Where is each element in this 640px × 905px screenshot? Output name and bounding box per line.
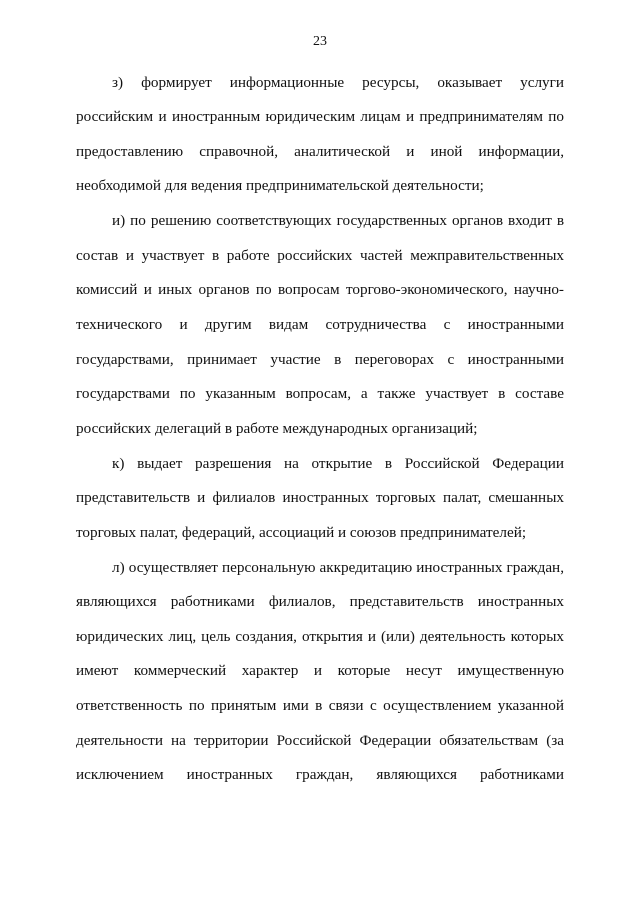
text-line: исключением иностранных граждан, являющихся работниками (76, 766, 564, 783)
text-line: российских делегаций в работе международных организаций; (76, 420, 478, 437)
text-line: деятельности на территории Российской Федерации обязательствам (за (76, 732, 564, 749)
text-line: являющихся работниками филиалов, представительств иностранных (76, 593, 564, 610)
text-line: и) по решению соответствующих государственных органов входит в (112, 212, 564, 229)
text-line: л) осуществляет персональную аккредитацию иностранных граждан, (112, 559, 564, 576)
page-number: 23 (313, 34, 327, 49)
text-line: з) формирует информационные ресурсы, оказывает услуги (112, 74, 564, 91)
text-line: комиссий и иных органов по вопросам торгово-экономического, научно- (76, 281, 564, 298)
text-line: представительств и филиалов иностранных торговых палат, смешанных (76, 489, 564, 506)
text-line: имеют коммерческий характер и которые несут имущественную (76, 662, 564, 679)
text-line: состав и участвует в работе российских частей межправительственных (76, 247, 564, 264)
text-line: российским и иностранным юридическим лицам и предпринимателям по (76, 108, 564, 125)
text-line: юридических лиц, цель создания, открытия и (или) деятельность которых (76, 628, 564, 645)
text-line: к) выдает разрешения на открытие в Российской Федерации (112, 455, 564, 472)
text-line: ответственность по принятым ими в связи с осуществлением указанной (76, 697, 564, 714)
text-line: необходимой для ведения предпринимательской деятельности; (76, 177, 484, 194)
text-line: государствами, принимает участие в переговорах с иностранными (76, 351, 564, 368)
text-line: технического и другим видам сотрудничества с иностранными (76, 316, 564, 333)
text-line: государствами по указанным вопросам, а также участвует в составе (76, 385, 564, 402)
text-line: предоставлению справочной, аналитической и иной информации, (76, 143, 564, 160)
text-line: торговых палат, федераций, ассоциаций и союзов предпринимателей; (76, 524, 527, 541)
